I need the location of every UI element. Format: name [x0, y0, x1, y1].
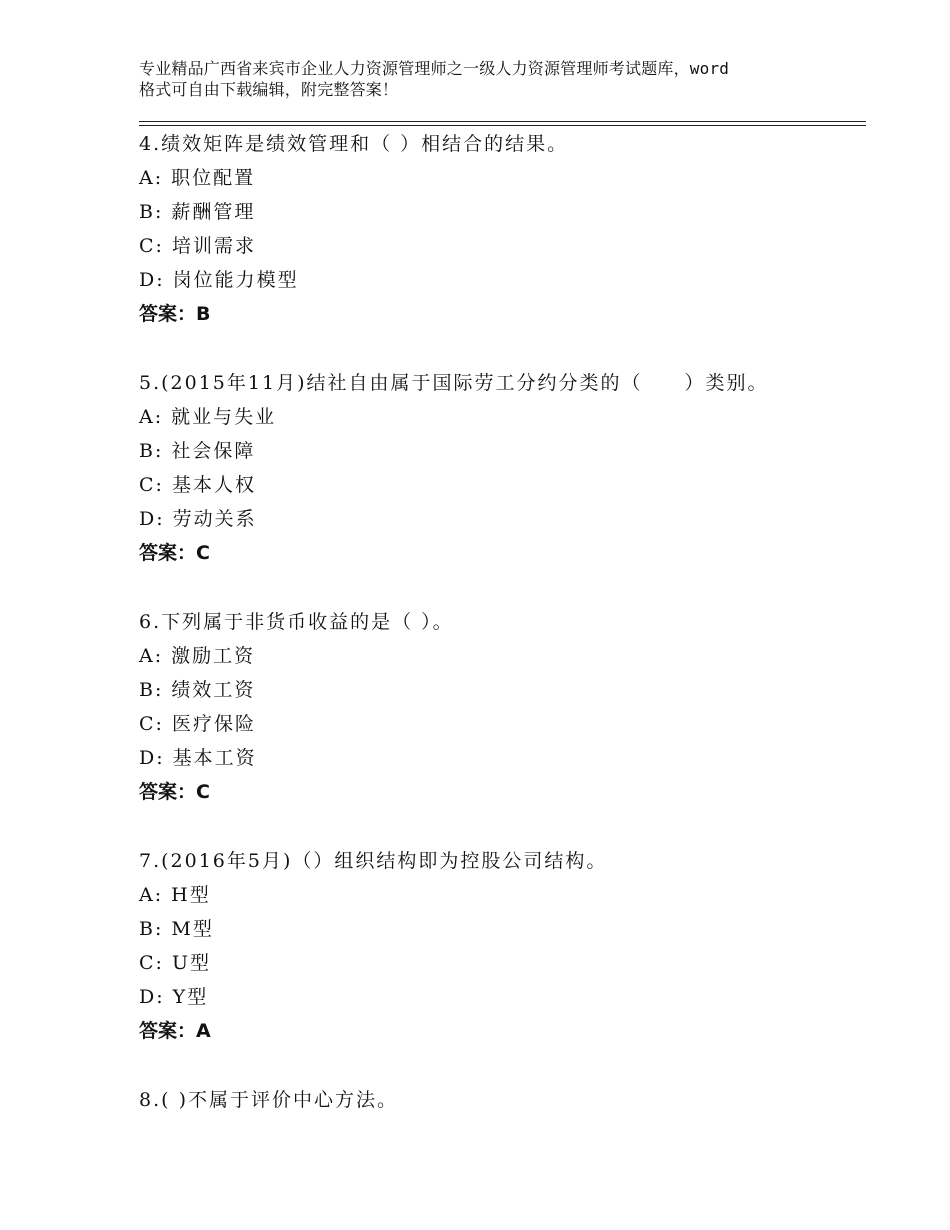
option-c: C: U型 [139, 952, 211, 974]
question-stem: 5.(2015年11月)结社自由属于国际劳工分约分类的（ ）类别。 [139, 372, 769, 394]
document-header [139, 58, 829, 100]
spacer [139, 1048, 866, 1083]
question-stem: 8.( )不属于评价中心方法。 [139, 1089, 398, 1111]
question-8 [139, 1083, 866, 1117]
question-list [139, 127, 866, 1117]
option-b: B: 社会保障 [139, 440, 256, 462]
option-b: B: 绩效工资 [139, 679, 256, 701]
spacer [139, 331, 866, 366]
question-stem: 4.绩效矩阵是绩效管理和（ ）相结合的结果。 [139, 133, 569, 155]
spacer [139, 570, 866, 605]
answer-line: 答案：C [139, 542, 210, 564]
spacer [139, 809, 866, 844]
option-d: D: 岗位能力模型 [139, 269, 299, 291]
answer-line: 答案：A [139, 1020, 211, 1042]
header-line-2: 格式可自由下载编辑，附完整答案！ [139, 80, 399, 99]
question-4 [139, 127, 866, 331]
option-c: C: 基本人权 [139, 474, 256, 496]
option-b: B: 薪酬管理 [139, 201, 256, 223]
answer-line: 答案：B [139, 303, 211, 325]
option-d: D: 劳动关系 [139, 508, 257, 530]
option-a: A: 就业与失业 [139, 406, 277, 428]
option-c: C: 培训需求 [139, 235, 256, 257]
option-c: C: 医疗保险 [139, 713, 256, 735]
option-d: D: Y型 [139, 986, 209, 1008]
answer-line: 答案：C [139, 781, 210, 803]
option-a: A: H型 [139, 884, 211, 906]
option-a: A: 激励工资 [139, 645, 256, 667]
option-d: D: 基本工资 [139, 747, 257, 769]
header-line-1: 专业精品广西省来宾市企业人力资源管理师之一级人力资源管理师考试题库，word [139, 59, 730, 78]
header-double-rule [139, 121, 866, 126]
option-a: A: 职位配置 [139, 167, 256, 189]
question-stem: 7.(2016年5月)（）组织结构即为控股公司结构。 [139, 850, 608, 872]
option-b: B: M型 [139, 918, 214, 940]
question-6 [139, 605, 866, 809]
question-7 [139, 844, 866, 1048]
question-5 [139, 366, 866, 570]
question-stem: 6.下列属于非货币收益的是（ ）。 [139, 611, 454, 633]
